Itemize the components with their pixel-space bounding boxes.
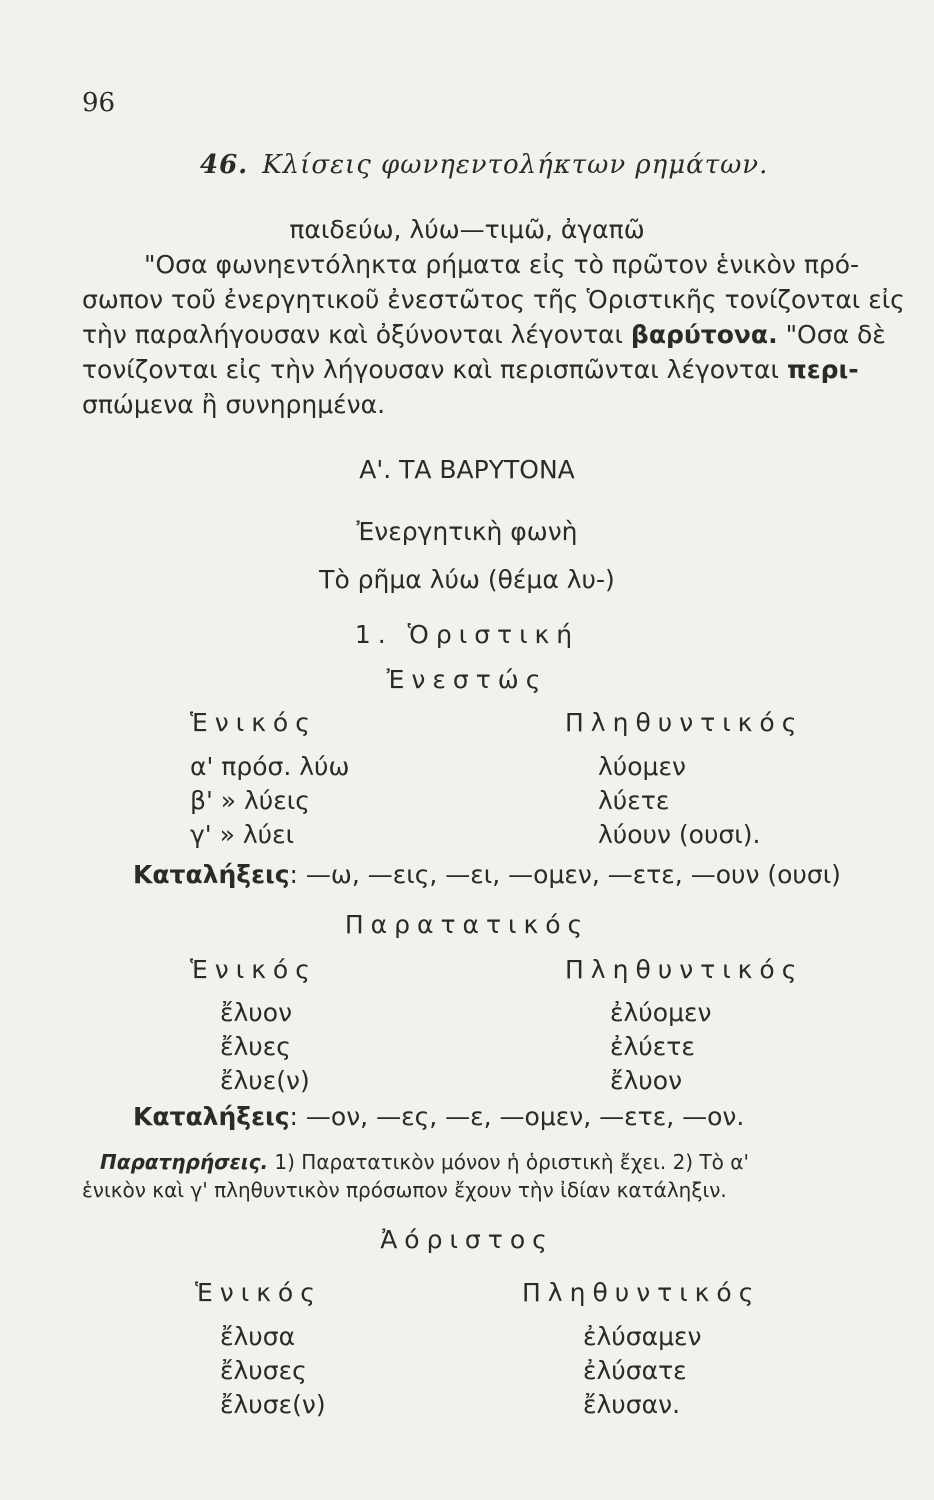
present-pl-2: λύετε [598,786,670,815]
section-heading [200,150,768,180]
imperfect-pl-header: Πληθυντικός [565,955,804,984]
verb-heading: Τὸ ρῆμα λύω (θέμα λυ-) [319,565,615,594]
term-barytona: βαρύτονα. [630,320,778,349]
imperfect-endings-label: Καταλήξεις [133,1102,290,1131]
intro-line-2: σωπον τοῦ ἐνεργητικοῦ ἐνεστῶτος τῆς Ὁριστικῆς τονίζονται εἰς [82,285,905,314]
aorist-sg-1: ἔλυσα [220,1322,296,1351]
aorist-title: Ἀόριστος [380,1225,554,1254]
imperfect-title: Παρατατικός [344,910,590,939]
imperfect-sg-1: ἔλυον [220,998,293,1027]
present-sg-1: α' πρόσ. λύω [190,752,350,781]
imperfect-sg-2: ἔλυες [220,1032,291,1061]
present-sg-header: Ἑνικός [190,708,317,737]
note-label: Παρατηρήσεις. [100,1150,269,1174]
present-endings [133,860,841,889]
present-endings-values: : —ω, —εις, —ει, —ομεν, —ετε, —ουν (ουσι) [289,860,841,889]
aorist-sg-3: ἔλυσε(ν) [220,1390,326,1419]
imperfect-pl-1: ἐλύομεν [610,998,712,1027]
page-number: 96 [82,88,116,118]
aorist-pl-1: ἐλύσαμεν [583,1322,702,1351]
part-title: Α'. ΤΑ ΒΑΡΥΤΟΝΑ [359,455,575,484]
note-line-1: Παρατηρήσεις. 1) Παρατατικὸν μόνον ἡ ὁριστικὴ ἔχει. 2) Τὸ α' [100,1150,749,1174]
imperfect-endings-values: : —ον, —ες, —ε, —ομεν, —ετε, —ον. [289,1102,745,1131]
present-pl-header: Πληθυντικός [565,708,804,737]
imperfect-pl-3: ἔλυον [610,1066,683,1095]
present-title: Ἐνεστώς [386,665,548,694]
intro-examples: παιδεύω, λύω—τιμῶ, ἀγαπῶ [289,215,645,244]
aorist-pl-3: ἔλυσαν. [583,1390,681,1419]
present-sg-3: γ' » λύει [190,820,295,849]
imperfect-pl-2: ἐλύετε [610,1032,695,1061]
imperfect-endings [133,1102,744,1131]
intro-line-1: "Οσα φωνηεντόληκτα ρήματα εἰς τὸ πρῶτον ἑνικὸν πρό- [144,250,860,279]
present-sg-2: β' » λύεις [190,786,310,815]
aorist-sg-header: Ἑνικός [195,1278,322,1307]
imperfect-sg-3: ἔλυε(ν) [220,1066,310,1095]
voice-heading: Ἐνεργητικὴ φωνὴ [356,517,578,546]
aorist-pl-2: ἐλύσατε [583,1356,687,1385]
intro-line-3: τὴν παραλήγουσαν καὶ ὀξύνονται λέγονται βαρύτονα. "Οσα δὲ [82,320,886,349]
present-pl-1: λύομεν [598,752,686,781]
aorist-pl-header: Πληθυντικός [522,1278,761,1307]
present-endings-label: Καταλήξεις [133,860,290,889]
note-line-2: ἑνικὸν καὶ γ' πληθυντικὸν πρόσωπον ἔχουν τὴν ἰδίαν κατάληξιν. [82,1178,727,1202]
section-number: 46. [200,150,249,180]
present-pl-3: λύουν (ουσι). [598,820,761,849]
intro-line-5: σπώμενα ἢ συνηρημένα. [82,390,386,419]
aorist-sg-2: ἔλυσες [220,1356,307,1385]
term-peri: περι- [786,355,859,384]
imperfect-sg-header: Ἑνικός [190,955,317,984]
section-title: Κλίσεις φωνηεντολήκτων ρημάτων. [262,150,769,180]
intro-line-4: τονίζονται εἰς τὴν λήγουσαν καὶ περισπῶνται λέγονται περι- [82,355,859,384]
mood-heading: 1. Ὁριστική [354,620,580,649]
